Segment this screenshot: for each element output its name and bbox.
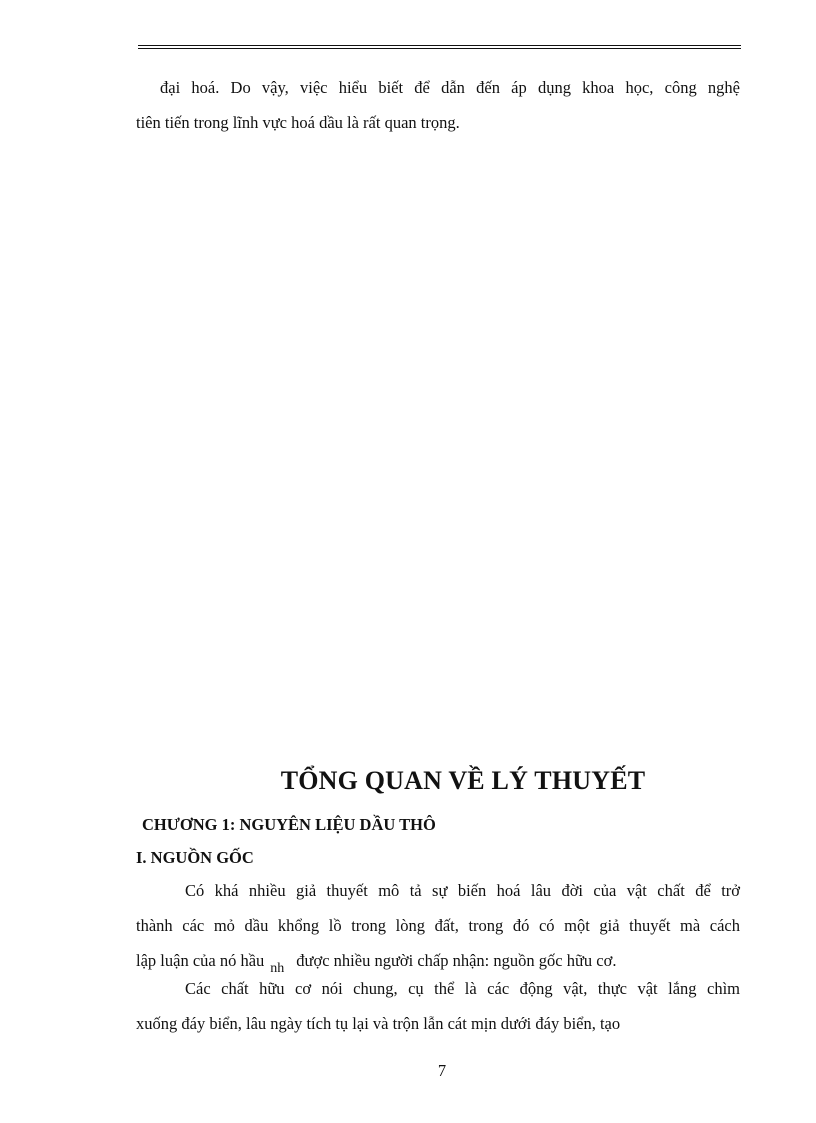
intro-line-2: tiên tiến trong lĩnh vực hoá dầu là rất quan trọng. — [136, 113, 460, 132]
intro-paragraph — [136, 70, 740, 140]
page-number: 7 — [437, 1061, 447, 1080]
organic-line-2: xuống đáy biển, lâu ngày tích tụ lại và trộn lẫn cát mịn dưới đáy biển, tạo — [136, 1014, 621, 1033]
intro-line-1: đại hoá. Do vậy, việc hiểu biết để dẫn đến áp dụng khoa học, công nghệ — [160, 78, 740, 97]
origin-line-3-text-b: được nhiều người chấp nhận: nguồn gốc hữu cơ. — [296, 951, 617, 970]
origin-line-1: Có khá nhiều giả thuyết mô tả sự biến hoá lâu đời của vật chất để trở — [185, 881, 740, 900]
organic-paragraph — [136, 971, 740, 1041]
section-title: I. NGUỒN GỐC — [136, 848, 254, 867]
origin-paragraph — [136, 873, 740, 986]
origin-line-3-subscript: nh — [270, 961, 285, 976]
organic-line-1: Các chất hữu cơ nói chung, cụ thể là các động vật, thực vật lắng chìm — [185, 979, 740, 998]
document-heading: TỔNG QUAN VỀ LÝ THUYẾT — [280, 766, 646, 795]
chapter-title: CHƯƠNG 1: NGUYÊN LIỆU DẦU THÔ — [142, 815, 436, 834]
origin-line-3-text-a: lập luận của nó hầu — [136, 951, 265, 970]
origin-line-2: thành các mỏ dầu khổng lồ trong lòng đất, trong đó có một giả thuyết mà cách — [136, 916, 740, 935]
header-double-rule — [138, 45, 741, 49]
